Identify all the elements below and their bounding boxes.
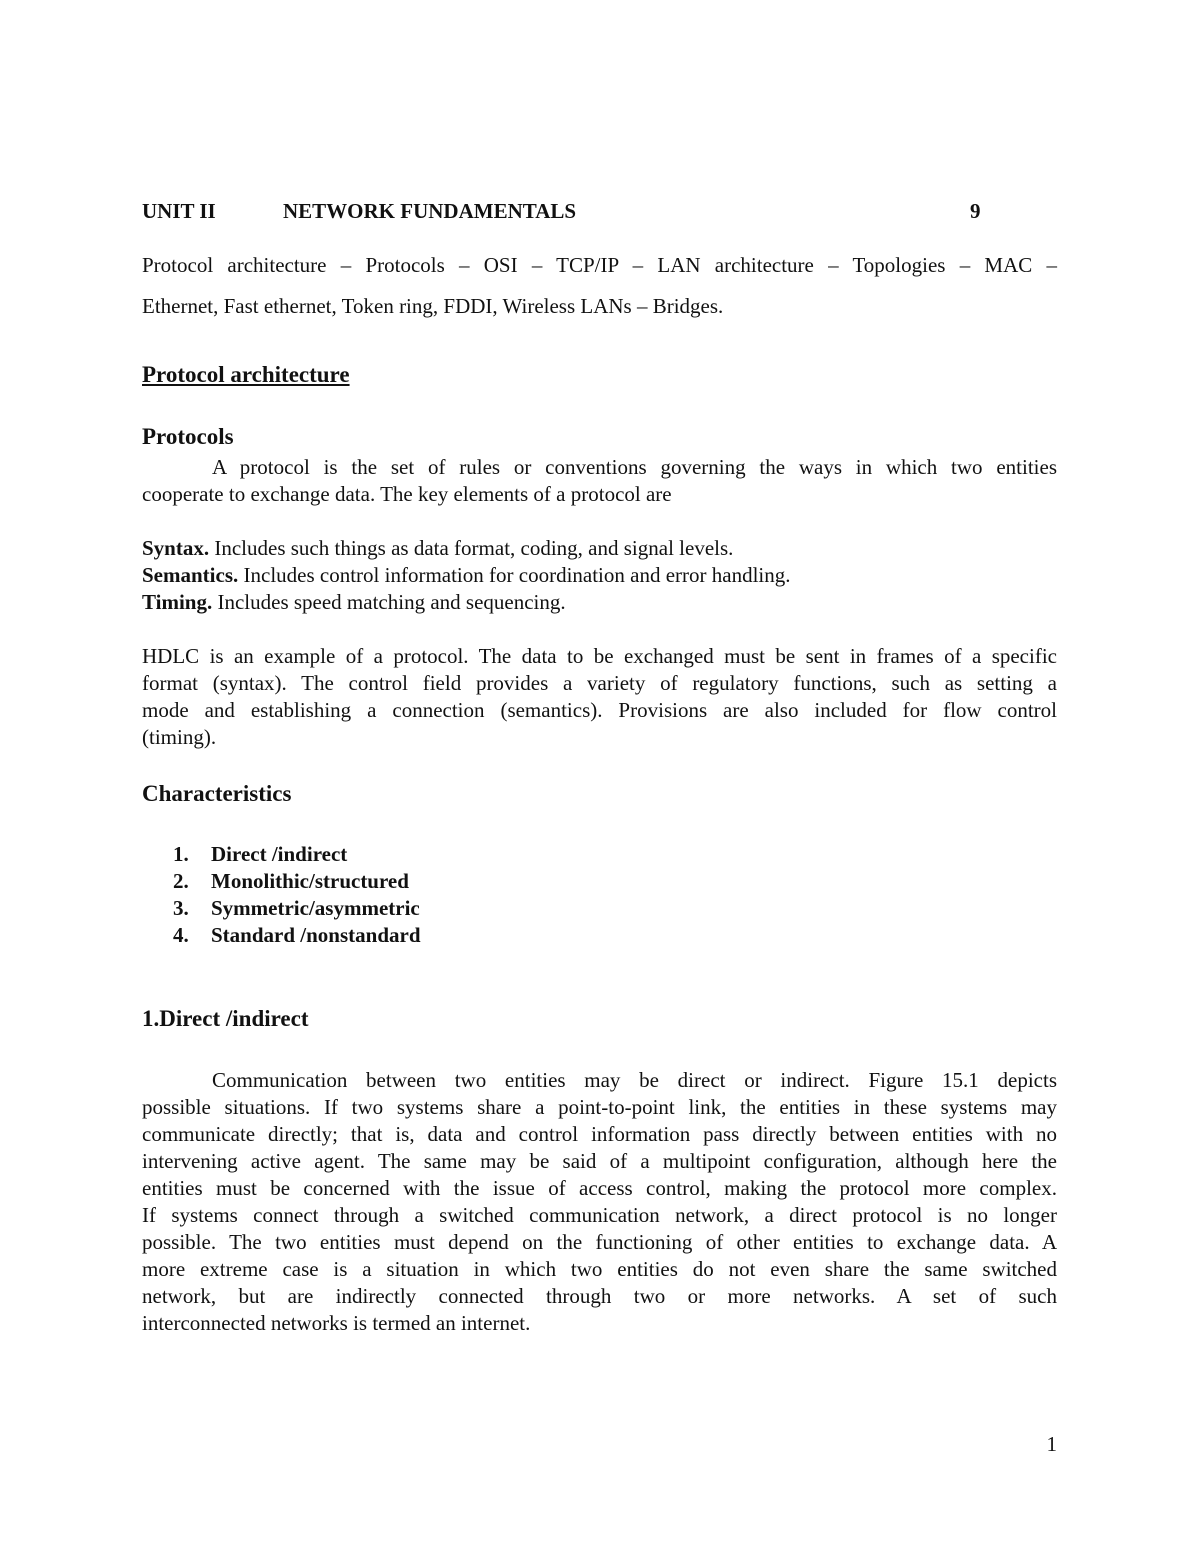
protocols-intro-line-1: A protocol is the set of rules or conventions governing the ways in which two entities [212, 455, 1057, 479]
direct-indirect-heading: 1.Direct /indirect [142, 1006, 309, 1031]
syllabus-line-1: Protocol architecture – Protocols – OSI – TCP/IP – LAN architecture – Topologies – MAC – [142, 253, 1057, 277]
hdlc-line: mode and establishing a connection (semantics). Provisions are also included for flow control [142, 698, 1057, 722]
protocols-intro-line-2: cooperate to exchange data. The key elements of a protocol are [142, 482, 672, 506]
direct-indirect-line: Communication between two entities may be direct or indirect. Figure 15.1 depicts [212, 1068, 1057, 1092]
unit-hours: 9 [970, 199, 981, 223]
unit-title: NETWORK FUNDAMENTALS [283, 199, 577, 223]
direct-indirect-line: more extreme case is a situation in which two entities do not even share the same switched [142, 1257, 1057, 1281]
page-number: 1 [1046, 1432, 1057, 1456]
element-desc: Includes such things as data format, coding, and signal levels. [209, 536, 734, 560]
syllabus-line-2: Ethernet, Fast ethernet, Token ring, FDDI, Wireless LANs – Bridges. [142, 294, 724, 318]
section-title: Protocol architecture [142, 362, 350, 387]
unit-header [0, 199, 1200, 227]
hdlc-line: format (syntax). The control field provides a variety of regulatory functions, such as setting a [142, 671, 1057, 695]
element-syntax [142, 535, 1057, 562]
list-label: Symmetric/asymmetric [211, 896, 420, 920]
characteristic-item [173, 923, 421, 948]
characteristic-item [173, 869, 409, 894]
element-desc: Includes control information for coordination and error handling. [238, 563, 791, 587]
characteristic-item [173, 842, 347, 867]
element-term: Syntax. [142, 536, 210, 560]
direct-indirect-line: intervening active agent. The same may be said of a multipoint configuration, although here the [142, 1149, 1057, 1173]
element-term: Timing. [142, 590, 213, 614]
element-desc: Includes speed matching and sequencing. [212, 590, 566, 614]
direct-indirect-line: If systems connect through a switched communication network, a direct protocol is no longer [142, 1203, 1057, 1227]
direct-indirect-line: possible. The two entities must depend on the functioning of other entities to exchange data. A [142, 1230, 1057, 1254]
characteristics-heading: Characteristics [142, 781, 292, 806]
element-timing [142, 589, 1057, 616]
list-number: 2. [173, 869, 189, 893]
list-number: 4. [173, 923, 189, 947]
unit-label: UNIT II [142, 199, 216, 223]
element-term: Semantics. [142, 563, 239, 587]
hdlc-line: HDLC is an example of a protocol. The data to be exchanged must be sent in frames of a specific [142, 644, 1057, 668]
direct-indirect-line: network, but are indirectly connected through two or more networks. A set of such [142, 1284, 1057, 1308]
direct-indirect-line: communicate directly; that is, data and control information pass directly between entities with no [142, 1122, 1057, 1146]
list-number: 3. [173, 896, 189, 920]
direct-indirect-line: interconnected networks is termed an internet. [142, 1311, 531, 1335]
protocols-heading: Protocols [142, 424, 234, 449]
element-semantics [142, 562, 1057, 589]
list-label: Monolithic/structured [211, 869, 409, 893]
list-number: 1. [173, 842, 189, 866]
direct-indirect-line: possible situations. If two systems share a point-to-point link, the entities in these systems may [142, 1095, 1057, 1119]
list-label: Standard /nonstandard [211, 923, 421, 947]
direct-indirect-line: entities must be concerned with the issue of access control, making the protocol more complex. [142, 1176, 1057, 1200]
list-label: Direct /indirect [211, 842, 348, 866]
hdlc-line: (timing). [142, 725, 217, 749]
characteristic-item [173, 896, 420, 921]
